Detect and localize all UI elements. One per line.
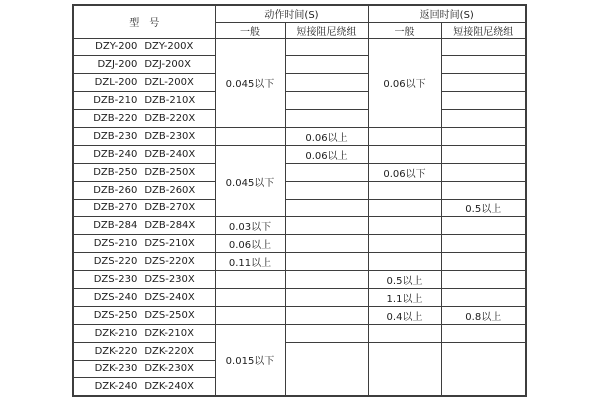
model-cell: DZB-270 DZB-270X — [73, 199, 215, 217]
op-damped-cell — [285, 181, 368, 199]
op-damped-cell — [285, 199, 368, 217]
header-operate-general: 一般 — [215, 22, 285, 38]
ret-damped-cell — [441, 235, 526, 253]
model-cell: DZK-230 DZK-230X — [73, 360, 215, 378]
ret-general-cell — [368, 145, 441, 163]
model-cell: DZB-230 DZB-230X — [73, 127, 215, 145]
header-return-general: 一般 — [368, 22, 441, 38]
header-operate-time: 动作时间(S) — [215, 5, 368, 22]
ret-damped-cell — [441, 145, 526, 163]
header-return-time: 返回时间(S) — [368, 5, 526, 22]
model-cell: DZJ-200 DZJ-200X — [73, 56, 215, 74]
op-damped-cell — [285, 324, 368, 342]
op-general-cell: 0.045以下 — [215, 145, 285, 217]
ret-damped-cell — [441, 217, 526, 235]
ret-general-cell — [368, 324, 441, 342]
op-damped-cell — [285, 163, 368, 181]
model-cell: DZS-230 DZS-230X — [73, 271, 215, 289]
op-damped-cell — [285, 342, 368, 396]
model-cell: DZS-240 DZS-240X — [73, 288, 215, 306]
ret-general-cell: 0.4以上 — [368, 306, 441, 324]
ret-general-cell — [368, 199, 441, 217]
op-general-cell — [215, 306, 285, 324]
op-general-cell: 0.045以下 — [215, 38, 285, 127]
header-operate-shorted-damping: 短接阻尼绕组 — [285, 22, 368, 38]
ret-general-cell — [368, 217, 441, 235]
ret-general-cell — [368, 127, 441, 145]
model-cell: DZK-210 DZK-210X — [73, 324, 215, 342]
spec-table-container — [72, 4, 527, 397]
op-damped-cell — [285, 288, 368, 306]
ret-general-cell: 1.1以上 — [368, 288, 441, 306]
op-damped-cell — [285, 74, 368, 92]
ret-damped-cell — [441, 253, 526, 271]
ret-damped-cell — [441, 324, 526, 342]
model-cell: DZB-284 DZB-284X — [73, 217, 215, 235]
model-cell: DZL-200 DZL-200X — [73, 74, 215, 92]
ret-damped-cell: 0.5以上 — [441, 199, 526, 217]
model-cell: DZB-220 DZB-220X — [73, 110, 215, 128]
model-cell: DZK-240 DZK-240X — [73, 378, 215, 396]
op-damped-cell — [285, 38, 368, 56]
ret-damped-cell — [441, 74, 526, 92]
model-cell: DZB-240 DZB-240X — [73, 145, 215, 163]
op-general-cell — [215, 288, 285, 306]
op-damped-cell — [285, 110, 368, 128]
op-damped-cell — [285, 235, 368, 253]
op-damped-cell: 0.06以上 — [285, 127, 368, 145]
model-cell: DZS-220 DZS-220X — [73, 253, 215, 271]
ret-damped-cell: 0.8以上 — [441, 306, 526, 324]
ret-damped-cell — [441, 181, 526, 199]
op-general-cell: 0.015以下 — [215, 324, 285, 396]
op-damped-cell — [285, 271, 368, 289]
model-cell: DZS-250 DZS-250X — [73, 306, 215, 324]
ret-general-cell: 0.5以上 — [368, 271, 441, 289]
ret-damped-cell — [441, 163, 526, 181]
model-cell: DZB-210 DZB-210X — [73, 92, 215, 110]
op-general-cell: 0.06以上 — [215, 235, 285, 253]
ret-general-cell — [368, 342, 441, 396]
op-damped-cell — [285, 92, 368, 110]
op-damped-cell: 0.06以上 — [285, 145, 368, 163]
op-general-cell: 0.11以上 — [215, 253, 285, 271]
header-return-shorted-damping: 短接阻尼绕组 — [441, 22, 526, 38]
ret-general-cell — [368, 253, 441, 271]
op-damped-cell — [285, 217, 368, 235]
op-damped-cell — [285, 253, 368, 271]
op-general-cell: 0.03以下 — [215, 217, 285, 235]
model-cell: DZK-220 DZK-220X — [73, 342, 215, 360]
op-damped-cell — [285, 56, 368, 74]
ret-damped-cell — [441, 127, 526, 145]
ret-general-cell: 0.06以下 — [368, 163, 441, 181]
ret-general-cell: 0.06以下 — [368, 38, 441, 127]
op-general-cell — [215, 271, 285, 289]
ret-general-cell — [368, 181, 441, 199]
op-damped-cell — [285, 306, 368, 324]
model-cell: DZB-260 DZB-260X — [73, 181, 215, 199]
ret-damped-cell — [441, 342, 526, 396]
ret-damped-cell — [441, 56, 526, 74]
op-general-cell — [215, 127, 285, 145]
ret-damped-cell — [441, 92, 526, 110]
header-model: 型 号 — [73, 5, 215, 38]
ret-damped-cell — [441, 271, 526, 289]
ret-general-cell — [368, 235, 441, 253]
ret-damped-cell — [441, 110, 526, 128]
model-cell: DZS-210 DZS-210X — [73, 235, 215, 253]
model-cell: DZB-250 DZB-250X — [73, 163, 215, 181]
model-cell: DZY-200 DZY-200X — [73, 38, 215, 56]
ret-damped-cell — [441, 288, 526, 306]
ret-damped-cell — [441, 38, 526, 56]
relay-timing-table — [72, 4, 527, 397]
